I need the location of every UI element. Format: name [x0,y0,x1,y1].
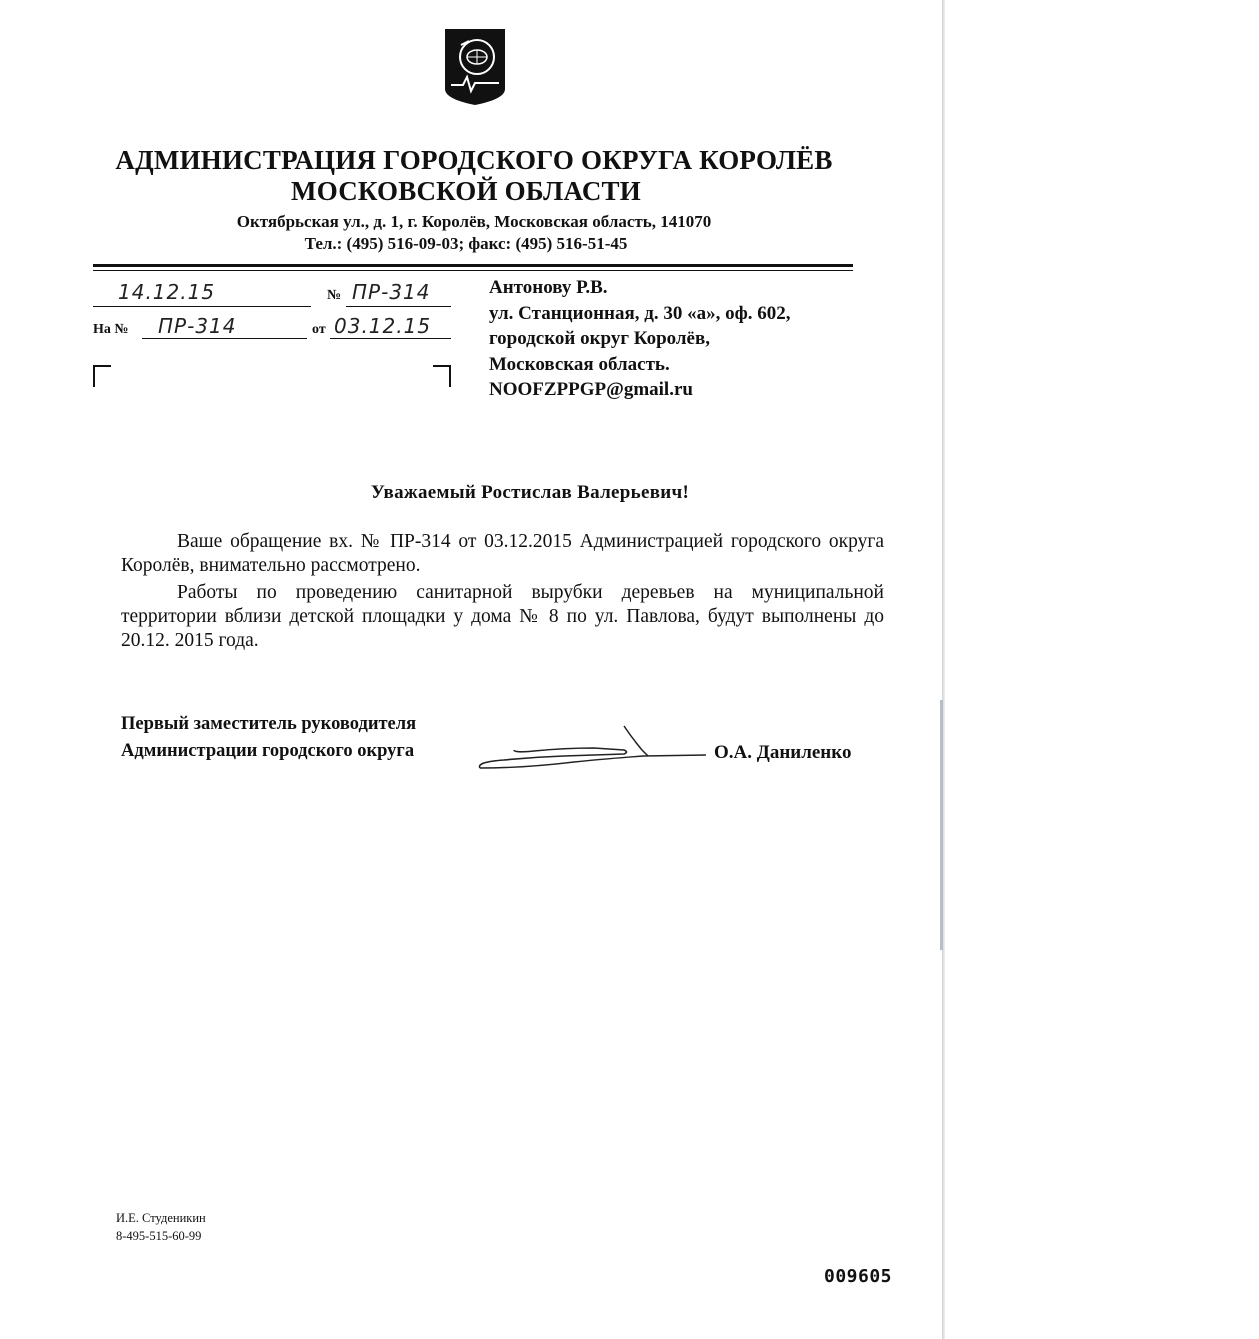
signatory-position-line1: Первый заместитель руководителя [121,714,417,734]
registration-date: 14.12.15 [118,280,216,304]
handwritten-signature [474,724,709,776]
signatory-name: О.А. Даниленко [714,742,852,763]
date-underline [93,306,311,307]
page-edge [942,0,945,1339]
recipient-address-line3: Московская область. [489,353,670,375]
letter-body [121,530,884,653]
executor-block [116,1209,206,1245]
executor-phone: 8-495-515-60-99 [116,1229,202,1243]
city-coat-of-arms-icon [443,27,507,107]
address-corner-left [93,365,111,387]
number-underline [346,306,451,307]
registration-number: ПР-314 [352,280,431,304]
recipient-name: Антонову Р.В. [489,277,608,298]
org-address: Октябрьская ул., д. 1, г. Королёв, Московская область, 141070 [236,212,712,231]
org-phone: Тел.: (495) 516-09-03; факс: (495) 516-51-45 [304,234,628,253]
from-underline [330,338,451,339]
recipient-block [489,275,791,403]
signatory-position-line2: Администрации городского округа [121,741,415,761]
from-date: 03.12.15 [334,314,432,338]
from-label: от [312,322,326,337]
signatory-position [121,711,416,765]
recipient-address-line2: городской округ Королёв, [489,328,711,349]
in-reply-label: На № [93,322,129,337]
in-reply-number: ПР-314 [158,314,237,338]
document-serial-number: 009605 [824,1266,893,1287]
executor-name: И.Е. Студеникин [116,1211,206,1225]
letter-paragraph-2: Работы по проведению санитарной вырубки деревьев на муниципальной территории вблизи детской площадки у дома № 8 по ул. Павлова, будут выполнены до 20.12. 2015 года. [121,582,884,651]
in-reply-underline [142,338,307,339]
org-title-line1: АДМИНИСТРАЦИЯ ГОРОДСКОГО ОКРУГА КОРОЛЁВ [115,145,833,175]
org-title-line2: МОСКОВСКОЙ ОБЛАСТИ [291,176,641,206]
recipient-address-line1: ул. Станционная, д. 30 «а», оф. 602, [489,302,791,324]
letterhead-rule-thick [93,264,853,267]
letter-paragraph-1: Ваше обращение вх. № ПР-314 от 03.12.2015 Администрацией городского округа Королёв, внимательно рассмотрено. [121,531,884,576]
recipient-email: NOOFZPPGP@gmail.ru [489,379,693,400]
registration-number-label: № [327,288,342,303]
address-corner-right [433,365,451,387]
letterhead-rule-thin [93,270,853,271]
page-edge-shadow [940,700,943,950]
salutation: Уважаемый Ростислав Валерьевич! [370,482,690,503]
